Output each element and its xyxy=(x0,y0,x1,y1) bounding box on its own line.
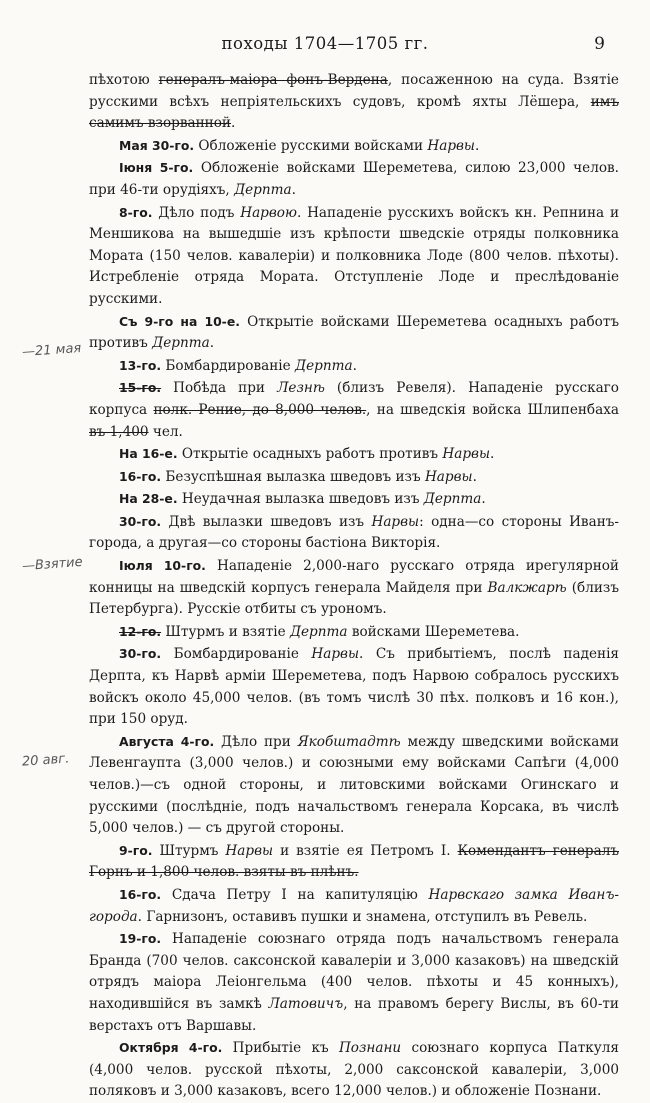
struck-text: въ 1,400 xyxy=(89,423,149,440)
entry-text: Нападеніе 2,000-наго русскаго отряда ирегулярной конницы на шведскій корпусъ генерала Майделя при xyxy=(89,558,619,596)
chronicle-entry xyxy=(89,840,619,884)
entry-text: (близъ Ревеля). Нападеніе русскаго корпуса xyxy=(89,380,619,418)
chronicle-entry xyxy=(89,135,619,158)
running-header xyxy=(0,34,650,58)
entry-text: между шведскими войсками Левенгаупта (3,000 челов.) и союзными ему войсками Сапѣги (4,000 челов.)—съ одной стороны, и литовскими войсками Огинскаго и русскими (послѣдніе, подъ начальствомъ генерала Корсака, въ числѣ 5,000 челов.) — съ другой стороны. xyxy=(89,733,619,837)
entry-text: Безуспѣшная вылазка шведовъ изъ xyxy=(161,468,425,485)
chronicle-entry xyxy=(89,377,619,443)
entry-date: На 28-е. xyxy=(119,491,178,507)
entry-text: Обложеніе русскими войсками xyxy=(194,137,428,154)
entry-text: Бомбардированіе xyxy=(161,646,312,663)
place-name: Якобштадтѣ xyxy=(297,733,401,750)
entry-text: . xyxy=(230,115,236,132)
entry-date: Съ 9-го на 10-е. xyxy=(119,313,240,329)
entry-text: , посаженною на суда. Взятіе русскими всѣхъ непріятельскихъ судовъ, кромѣ яхты Лёшера, xyxy=(89,72,619,110)
entry-date: Іюня 5-го. xyxy=(119,160,194,176)
place-name: Лезнѣ xyxy=(277,380,325,397)
entry-text: . xyxy=(481,491,486,508)
entry-date: 16-го. xyxy=(119,468,162,484)
entry-date: На 16-е. xyxy=(119,446,178,462)
chronicle-entry xyxy=(89,70,619,135)
place-name: Нарвы xyxy=(427,137,476,154)
chronicle-entry xyxy=(89,511,619,555)
chronicle-entry xyxy=(89,443,619,466)
chronicle-entry xyxy=(89,731,619,840)
struck-text: Комендантъ генералъ Горнъ и 1,800 челов. взяты въ плѣнъ. xyxy=(89,842,619,881)
place-name: Нарвы xyxy=(424,468,473,485)
entry-date: Августа 4-го. xyxy=(119,733,215,749)
handwritten-note: 20 авг. xyxy=(21,751,70,770)
entry-text: Неудачная вылазка шведовъ изъ xyxy=(177,491,424,508)
place-name: Нарвскаго замка Иванъ-города xyxy=(89,886,619,925)
entry-text: союзнаго корпуса Паткуля (4,000 челов. русской пѣхоты, 2,000 саксонской кавалеріи, 3,000 поляковъ и 3,000 казаковъ, всего 12,000 челов.) и обложеніе Познани. xyxy=(89,1040,619,1100)
chronicle-entry xyxy=(89,355,619,378)
page-number: 9 xyxy=(594,34,605,54)
entry-text: пѣхотою xyxy=(89,72,159,88)
chronicle-entry xyxy=(89,311,619,355)
entry-text: : одна—со стороны Иванъ-города, а другая—со стороны бастіона Викторія. xyxy=(89,513,619,552)
chronicle-entry xyxy=(89,202,619,311)
chronicle-entry xyxy=(89,466,619,489)
entry-text: Прибытіе къ xyxy=(222,1040,339,1057)
entry-date: 16-го. xyxy=(119,886,162,902)
entry-text: Сдача Петру I на капитуляцію xyxy=(161,886,429,903)
chronicle-entry xyxy=(89,157,619,201)
entry-text: и взятіе ея Петромъ I. xyxy=(273,842,458,859)
entry-text: . Нападеніе русскихъ войскъ кн. Репнина и Меншикова на вышедшіе изъ крѣпости шведскіе отряды полковника Мората (150 челов. кавалеріи) и полковника Лоде (800 челов. пѣхоты). Истребленіе отряда Мората. Отступленіе Лоде и преслѣдованіе русскими. xyxy=(89,204,620,307)
entry-text: . Гарнизонъ, оставивъ пушки и знамена, отступилъ въ Ревель. xyxy=(137,908,588,925)
chronicle-entry xyxy=(89,621,619,644)
entry-date: 13-го. xyxy=(119,357,162,373)
entry-text: Двѣ вылазки шведовъ изъ xyxy=(161,513,372,530)
entry-date: 12-го. xyxy=(119,623,162,639)
entry-text: Штурмъ и взятіе xyxy=(161,623,290,640)
chronicle-entry xyxy=(89,643,619,730)
place-name: Дерпта xyxy=(152,335,210,352)
entry-text: Дѣло при xyxy=(214,733,298,750)
chronicle-entry xyxy=(89,928,619,1037)
place-name: Валкжарѣ xyxy=(487,579,567,596)
place-name: Познани xyxy=(338,1040,402,1057)
entry-text: Штурмъ xyxy=(152,842,226,859)
struck-text: имъ самимъ взорванной xyxy=(89,93,619,132)
entry-text: . xyxy=(475,137,480,154)
place-name: Нарвы xyxy=(371,513,420,530)
entry-text: Нападеніе союзнаго отряда подъ начальствомъ генерала Бранда (700 челов. саксонской кавалеріи и 3,000 казаковъ) на шведскій отрядъ маіора Леіонгельма (400 челов. пѣхоты и 45 конныхъ), находившійся въ замкѣ xyxy=(89,931,619,1012)
entry-text: Открытіе осадныхъ работъ противъ xyxy=(177,446,443,463)
entry-text: Бомбардированіе xyxy=(161,357,296,374)
struck-text: генералъ-маіора фонъ-Вердена xyxy=(158,72,388,88)
entry-date: 30-го. xyxy=(119,646,162,662)
entry-text: Обложеніе войсками Шереметева, силою 23,000 челов. при 46-ти орудіяхъ, xyxy=(89,160,620,198)
place-name: Нарвы xyxy=(311,646,360,663)
entry-text: Открытіе войсками Шереметева осадныхъ работъ противъ xyxy=(89,313,619,352)
chronicle-entry xyxy=(89,884,619,928)
entry-text: . Съ прибытіемъ, послѣ паденія Дерпта, къ Нарвѣ арміи Шереметева, подъ Нарвою собралось русскихъ войскъ около 45,000 челов. (въ томъ числѣ 30 пѣх. полковъ и 16 кон.), при 150 оруд. xyxy=(89,646,619,728)
entry-text: . xyxy=(352,357,357,374)
entry-text: Побѣда при xyxy=(161,380,278,397)
chronicle-entry xyxy=(89,555,619,621)
entry-date: 19-го. xyxy=(119,931,162,947)
entry-text: , на правомъ берегу Вислы, въ 60-ти верстахъ отъ Варшавы. xyxy=(89,995,619,1034)
entry-text: . xyxy=(291,181,296,198)
place-name: Нарвы xyxy=(225,842,274,859)
struck-text: полк. Рение, до 8,000 челов. xyxy=(153,401,367,418)
entry-date: Іюля 10-го. xyxy=(119,558,206,574)
entry-text: (близъ Петербурга). Русскіе отбиты съ урономъ. xyxy=(89,579,619,618)
entry-text: чел. xyxy=(148,423,183,440)
entry-date: Октября 4-го. xyxy=(119,1040,223,1056)
place-name: Нарвы xyxy=(442,446,491,463)
entry-date: 30-го. xyxy=(119,513,162,529)
running-title: походы 1704—1705 гг. xyxy=(221,34,429,53)
handwritten-note: —Взятие xyxy=(21,554,84,575)
place-name: Дерпта xyxy=(423,491,482,508)
chronicle-body xyxy=(89,70,619,1103)
entry-date: Мая 30-го. xyxy=(119,137,195,153)
chronicle-entry xyxy=(89,488,619,511)
place-name: Дерпта xyxy=(295,357,353,374)
entry-date: 15-го. xyxy=(119,380,162,396)
entry-text: . xyxy=(472,468,477,485)
place-name: Дерпта xyxy=(289,623,348,640)
entry-text: Дѣло подъ xyxy=(152,204,241,221)
place-name: Латовичъ xyxy=(268,995,344,1012)
entry-date: 8-го. xyxy=(119,204,153,220)
place-name: Нарвою xyxy=(240,204,297,221)
entry-text: . xyxy=(490,446,495,463)
entry-text: . xyxy=(209,335,215,352)
place-name: Дерпта xyxy=(234,181,292,198)
chronicle-entry xyxy=(89,1037,619,1103)
entry-date: 9-го. xyxy=(119,842,153,858)
entry-text: войсками Шереметева. xyxy=(347,623,520,640)
handwritten-note: —21 мая xyxy=(21,340,82,361)
entry-text: , на шведскія войска Шлипенбаха xyxy=(366,401,619,418)
